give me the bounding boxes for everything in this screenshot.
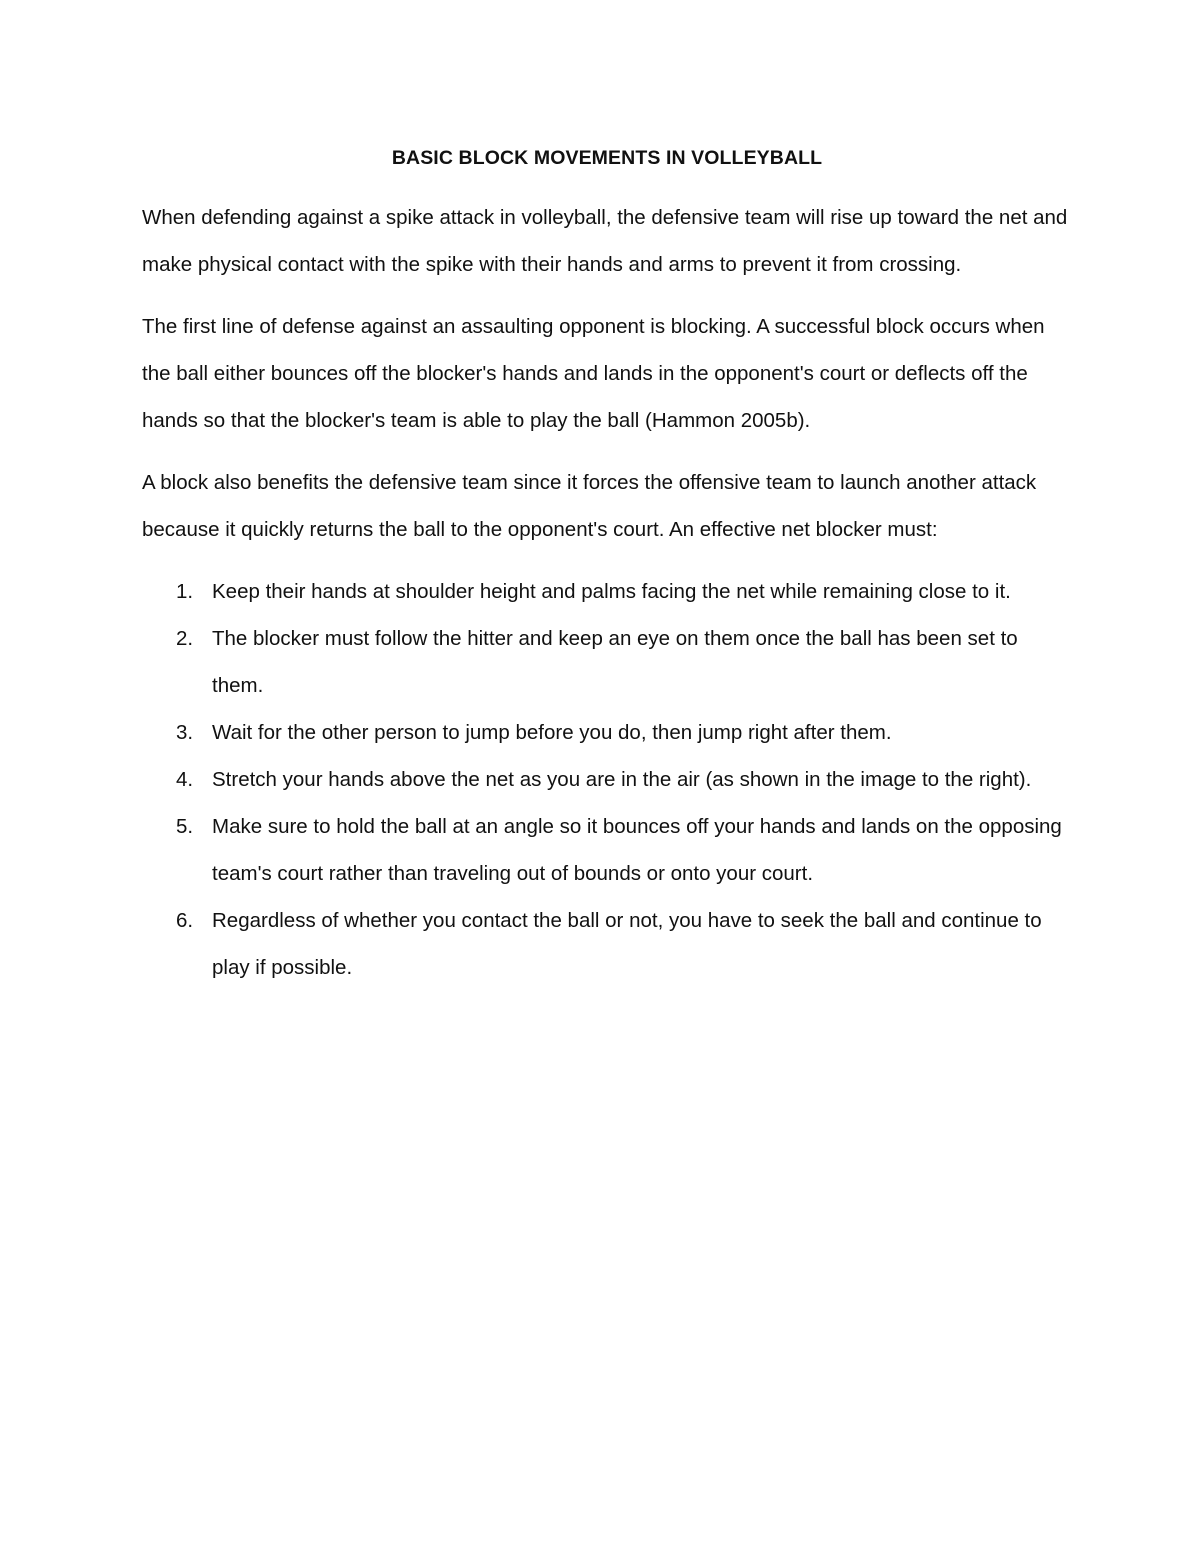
list-number: 6. xyxy=(176,909,194,932)
paragraph-intro: When defending against a spike attack in volleyball, the defensive team will rise up toward the net and make physical contact with the spike with their hands and arms to prevent it from crossing. xyxy=(142,206,1068,276)
paragraph-benefits: A block also benefits the defensive team since it forces the offensive team to launch another attack because it quickly returns the ball to the opponent's court. An effective net blocker must: xyxy=(142,471,1037,541)
list-item xyxy=(142,709,1072,756)
list-text: Keep their hands at shoulder height and palms facing the net while remaining close to it. xyxy=(212,580,1011,603)
list-item xyxy=(142,803,1072,897)
list-item xyxy=(142,568,1072,615)
document-body xyxy=(142,142,1072,991)
paragraph-blocking: The first line of defense against an assaulting opponent is blocking. A successful block occurs when the ball either bounces off the blocker's hands and lands in the opponent's court or deflects off the hands so that the blocker's team is able to play the ball (Hammon 2005b). xyxy=(142,315,1045,432)
list-item xyxy=(142,756,1072,803)
list-text: Make sure to hold the ball at an angle so it bounces off your hands and lands on the opposing team's court rather than traveling out of bounds or onto your court. xyxy=(212,815,1062,885)
list-text: Regardless of whether you contact the ball or not, you have to seek the ball and continue to play if possible. xyxy=(212,909,1042,979)
list-text: Wait for the other person to jump before you do, then jump right after them. xyxy=(212,721,892,744)
list-number: 1. xyxy=(176,580,194,603)
list-number: 2. xyxy=(176,627,194,650)
list-item xyxy=(142,897,1072,991)
list-number: 5. xyxy=(176,815,194,838)
list-number: 4. xyxy=(176,768,194,791)
blocker-requirements-list xyxy=(142,568,1072,991)
list-text: The blocker must follow the hitter and keep an eye on them once the ball has been set to them. xyxy=(212,627,1018,697)
document-title: BASIC BLOCK MOVEMENTS IN VOLLEYBALL xyxy=(391,147,823,169)
list-item xyxy=(142,615,1072,709)
list-text: Stretch your hands above the net as you are in the air (as shown in the image to the right). xyxy=(212,768,1032,791)
list-number: 3. xyxy=(176,721,194,744)
